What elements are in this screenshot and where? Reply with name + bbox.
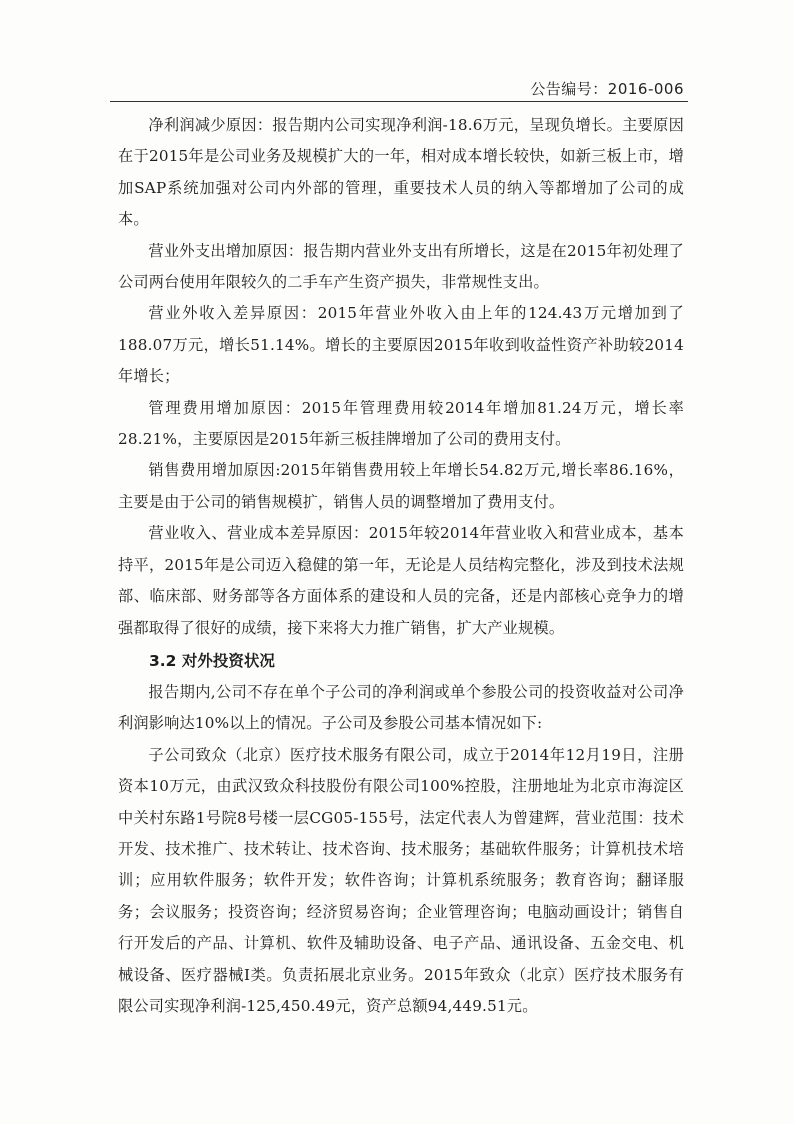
non-operating-expense-paragraph: 营业外支出增加原因：报告期内营业外支出有所增长，这是在2015年初处理了公司两台使用年限较久的二手车产生资产损失，非常规性支出。: [118, 241, 684, 292]
report-body: [118, 110, 684, 1022]
net-profit-paragraph: 净利润减少原因：报告期内公司实现净利润-18.6万元，呈现负增长。主要原因在于2015年是公司业务及规模扩大的一年，相对成本增长较快，如新三板上市，增加SAP系统加强对公司内外部的管理，重要技术人员的纳入等都增加了公司的成本。: [118, 116, 684, 229]
revenue-cost-paragraph: 营业收入、营业成本差异原因：2015年较2014年营业收入和营业成本，基本持平，2015年是公司迈入稳健的第一年，无论是人员结构完整化，涉及到技术法规部、临床部、财务部等各方面体系的建设和人员的完备，还是内部核心竞争力的增强都取得了很好的成绩，接下来将大力推广销售，扩大产业规模。: [118, 524, 684, 637]
investment-intro-paragraph: 报告期内,公司不存在单个子公司的净利润或单个参股公司的投资收益对公司净利润影响达10%以上的情况。子公司及参股公司基本情况如下:: [118, 682, 684, 733]
section-heading: 3.2 对外投资状况: [149, 651, 275, 670]
admin-expense-paragraph: 管理费用增加原因：2015年管理费用较2014年增加81.24万元，增长率28.21%，主要原因是2015年新三板挂牌增加了公司的费用支付。: [118, 398, 684, 449]
header-divider: [110, 101, 688, 102]
sales-expense-paragraph: 销售费用增加原因:2015年销售费用较上年增长54.82万元,增长率86.16%，主要是由于公司的销售规模扩，销售人员的调整增加了费用支付。: [118, 461, 684, 511]
subsidiary-paragraph: 子公司致众（北京）医疗技术服务有限公司，成立于2014年12月19日，注册资本10万元，由武汉致众科技股份有限公司100%控股，注册地址为北京市海淀区中关村东路1号院8号楼一层CG05-155号，法定代表人为曾建辉，营业范围：技术开发、技术推广、技术转让、技术咨询、技术服务；基础软件服务；计算机技术培训；应用软件服务；软件开发；软件咨询；计算机系统服务；教育咨询；翻译服务；会议服务；投资咨询；经济贸易咨询；企业管理咨询；电脑动画设计；销售自行开发后的产品、计算机、软件及辅助设备、电子产品、通讯设备、五金交电、机械设备、医疗器械Ⅰ类。负责拓展北京业务。2015年致众（北京）医疗技术服务有限公司实现净利润-125,450.49元，资产总额94,449.51元。: [118, 745, 684, 1015]
notice-number: 公告编号：2016-006: [530, 80, 684, 98]
non-operating-income-paragraph: 营业外收入差异原因：2015年营业外收入由上年的124.43万元增加到了188.07万元，增长51.14%。增长的主要原因2015年收到收益性资产补助较2014年增长；: [118, 304, 684, 386]
